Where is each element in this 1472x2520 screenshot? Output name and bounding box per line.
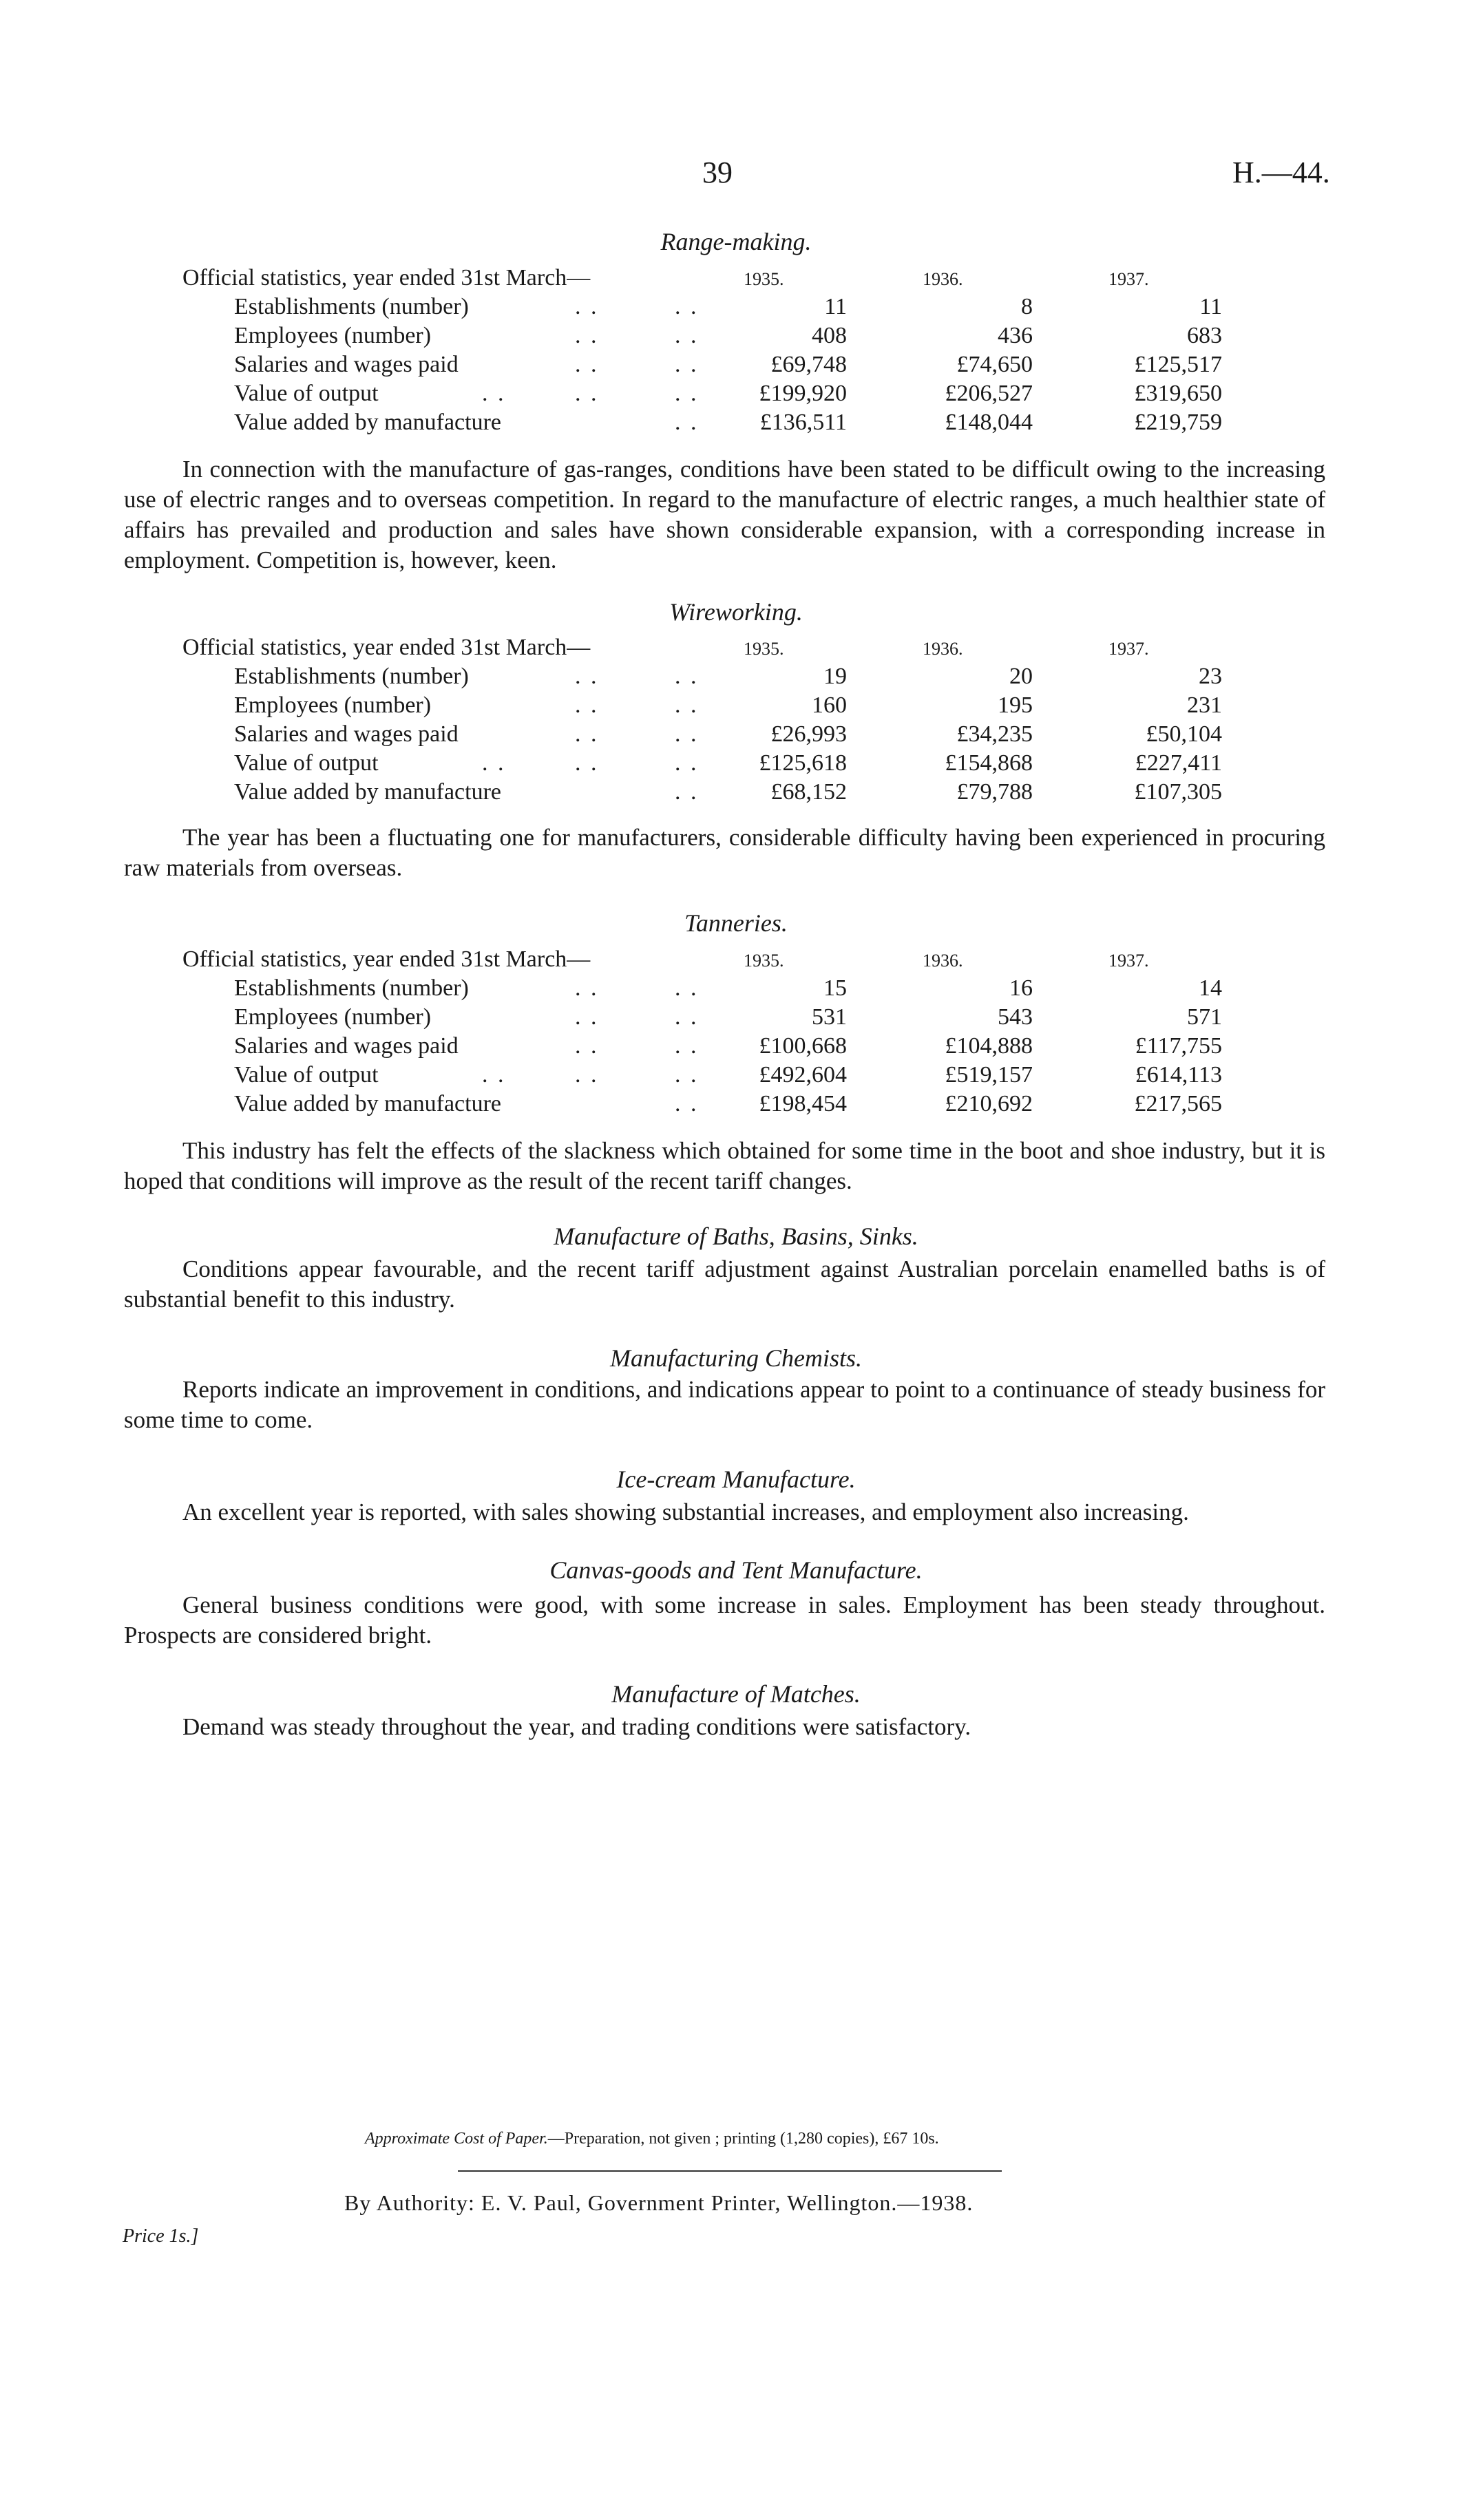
table-row: Establishments (number) . . . . 11 8 11 [234,294,1222,319]
cell-value: 408 [812,323,847,348]
cell-value: £227,411 [1135,750,1222,776]
cell-value: 19 [823,664,847,689]
cell-value: 160 [812,692,847,718]
row-label: Establishments (number) [234,975,469,1001]
section-title-baths: Manufacture of Baths, Basins, Sinks. [554,1222,918,1250]
stats-table-wireworking [182,635,1257,808]
section-title-wireworking: Wireworking. [669,598,803,626]
cell-value: £100,668 [759,1033,847,1059]
cell-value: £74,650 [956,352,1033,377]
cell-value: £50,104 [1146,721,1222,747]
cell-value: £69,748 [770,352,847,377]
table-row: Value of output . . . . . . £492,604 £519,157 £614,113 [234,1062,1222,1088]
cell-value: £219,759 [1134,410,1222,435]
table-row: Salaries and wages paid . . . . £26,993 £34,235 £50,104 [234,721,1222,747]
cell-value: £107,305 [1134,779,1222,805]
row-label: Value added by manufacture [234,1091,501,1116]
year-header: 1936. [923,269,963,289]
year-header: 1937. [1108,639,1149,659]
row-label: Value added by manufacture [234,410,501,435]
cost-of-paper-note: Approximate Cost of Paper.—Preparation, not given ; printing (1,280 copies), £67 10s. [365,2130,939,2148]
row-label: Salaries and wages paid [234,1033,459,1059]
section-title-ice-cream: Ice-cream Manufacture. [616,1465,856,1493]
paragraph-matches: Demand was steady throughout the year, and trading conditions were satisfactory. [182,1713,971,1740]
row-label: Employees (number) [234,692,432,718]
cell-value: £34,235 [956,721,1033,747]
year-header: 1937. [1108,269,1149,289]
section-title-canvas-goods: Canvas-goods and Tent Manufacture. [549,1556,923,1584]
cell-value: £614,113 [1135,1062,1222,1088]
row-label: Establishments (number) [234,294,469,319]
authority-line: By Authority: E. V. Paul, Government Printer, Wellington.—1938. [344,2190,974,2215]
cell-value: 20 [1009,664,1033,689]
cell-value: £125,517 [1134,352,1222,377]
row-label: Employees (number) [234,323,432,348]
cell-value: £519,157 [945,1062,1033,1088]
row-label: Value of output [234,1062,379,1088]
cell-value: £319,650 [1134,381,1222,406]
year-header: 1935. [744,951,784,971]
row-label: Salaries and wages paid [234,721,459,747]
table-caption: Official statistics, year ended 31st March— [182,265,591,290]
table-row: Salaries and wages paid . . . . £69,748 £74,650 £125,517 [234,352,1222,377]
year-header: 1936. [923,951,963,971]
cell-value: £198,454 [759,1091,847,1116]
cell-value: 195 [998,692,1033,718]
table-row: Establishments (number) . . . . 15 16 14 [234,975,1222,1001]
cell-value: 11 [1199,294,1222,319]
year-header: 1936. [923,639,963,659]
document-reference: H.—44. [1232,156,1330,189]
cell-value: 683 [1187,323,1222,348]
cell-value: £206,527 [945,381,1033,406]
paragraph-range-making: In connection with the manufacture of gas-ranges, conditions have been stated to be difficult owing to the increasing use of electric ranges and to overseas competition. In regard to the manufacture of electric ranges, a much healthier state of affairs has prevailed and production and sales have shown considerable expansion, with a corresponding increase in employment. Competition is, however, keen. [124,456,1325,573]
cell-value: 571 [1187,1004,1222,1030]
table-row: Employees (number) . . . . 531 543 571 [234,1004,1222,1030]
cell-value: £104,888 [945,1033,1033,1059]
price-note: Price 1s.] [123,2225,199,2247]
section-title-range-making: Range-making. [660,228,812,255]
row-label: Establishments (number) [234,664,469,689]
paragraph-chemists: Reports indicate an improvement in conditions, and indications appear to point to a continuance of steady business for some time to come. [124,1376,1325,1433]
row-label: Value of output [234,381,379,406]
table-caption: Official statistics, year ended 31st March— [182,635,591,660]
cell-value: 16 [1009,975,1033,1001]
stats-table-range-making [182,265,1257,438]
table-row: Value of output . . . . . . £125,618 £154,868 £227,411 [234,750,1222,776]
cell-value: 231 [1187,692,1222,718]
paragraph-ice-cream: An excellent year is reported, with sales showing substantial increases, and employment also increasing. [182,1499,1189,1525]
table-row: Salaries and wages paid . . . . £100,668 £104,888 £117,755 [234,1033,1222,1059]
row-label: Salaries and wages paid [234,352,459,377]
section-title-chemists: Manufacturing Chemists. [610,1344,862,1372]
cell-value: 436 [998,323,1033,348]
row-label: Employees (number) [234,1004,432,1030]
table-row: Establishments (number) . . . . 19 20 23 [234,664,1222,689]
section-title-tanneries: Tanneries. [684,909,788,937]
stats-table-tanneries [182,946,1257,1120]
table-row: Value added by manufacture . . £198,454 £210,692 £217,565 [234,1091,1222,1116]
table-caption: Official statistics, year ended 31st March— [182,946,591,972]
row-label: Value of output [234,750,379,776]
table-row: Value added by manufacture . . £68,152 £79,788 £107,305 [234,779,1222,805]
cell-value: £210,692 [945,1091,1033,1116]
paragraph-baths: Conditions appear favourable, and the recent tariff adjustment against Australian porcelain enamelled baths is of substantial benefit to this industry. [124,1256,1325,1313]
table-row: Employees (number) . . . . 160 195 231 [234,692,1222,718]
cell-value: 15 [823,975,847,1001]
cell-value: £148,044 [945,410,1033,435]
cell-value: £68,152 [770,779,847,805]
table-row: Value added by manufacture . . £136,511 £148,044 £219,759 [234,410,1222,435]
cell-value: 23 [1199,664,1222,689]
cell-value: 14 [1199,975,1222,1001]
cell-value: £26,993 [770,721,847,747]
cell-value: 11 [824,294,847,319]
cell-value: 531 [812,1004,847,1030]
cell-value: £117,755 [1135,1033,1222,1059]
cell-value: £79,788 [956,779,1033,805]
year-header: 1937. [1108,951,1149,971]
cell-value: £136,511 [759,410,847,435]
paragraph-tanneries: This industry has felt the effects of the slackness which obtained for some time in the boot and shoe industry, but it is hoped that conditions will improve as the result of the recent tariff changes. [124,1137,1325,1194]
cell-value: 543 [998,1004,1033,1030]
paragraph-canvas-goods: General business conditions were good, with some increase in sales. Employment has been steady throughout. Prospects are considered bright. [124,1591,1325,1649]
section-title-matches: Manufacture of Matches. [611,1680,861,1708]
paragraph-wireworking: The year has been a fluctuating one for manufacturers, considerable difficulty having been experienced in procuring raw materials from overseas. [124,824,1325,881]
cell-value: £217,565 [1134,1091,1222,1116]
cell-value: £125,618 [759,750,847,776]
row-label: Value added by manufacture [234,779,501,805]
cell-value: £199,920 [759,381,847,406]
cell-value: 8 [1021,294,1033,319]
footer-divider [458,2170,1002,2172]
cell-value: £154,868 [945,750,1033,776]
cell-value: £492,604 [759,1062,847,1088]
year-header: 1935. [744,269,784,289]
year-header: 1935. [744,639,784,659]
page-number: 39 [702,156,733,189]
table-row: Employees (number) . . . . 408 436 683 [234,323,1222,348]
table-row: Value of output . . . . . . £199,920 £206,527 £319,650 [234,381,1222,406]
